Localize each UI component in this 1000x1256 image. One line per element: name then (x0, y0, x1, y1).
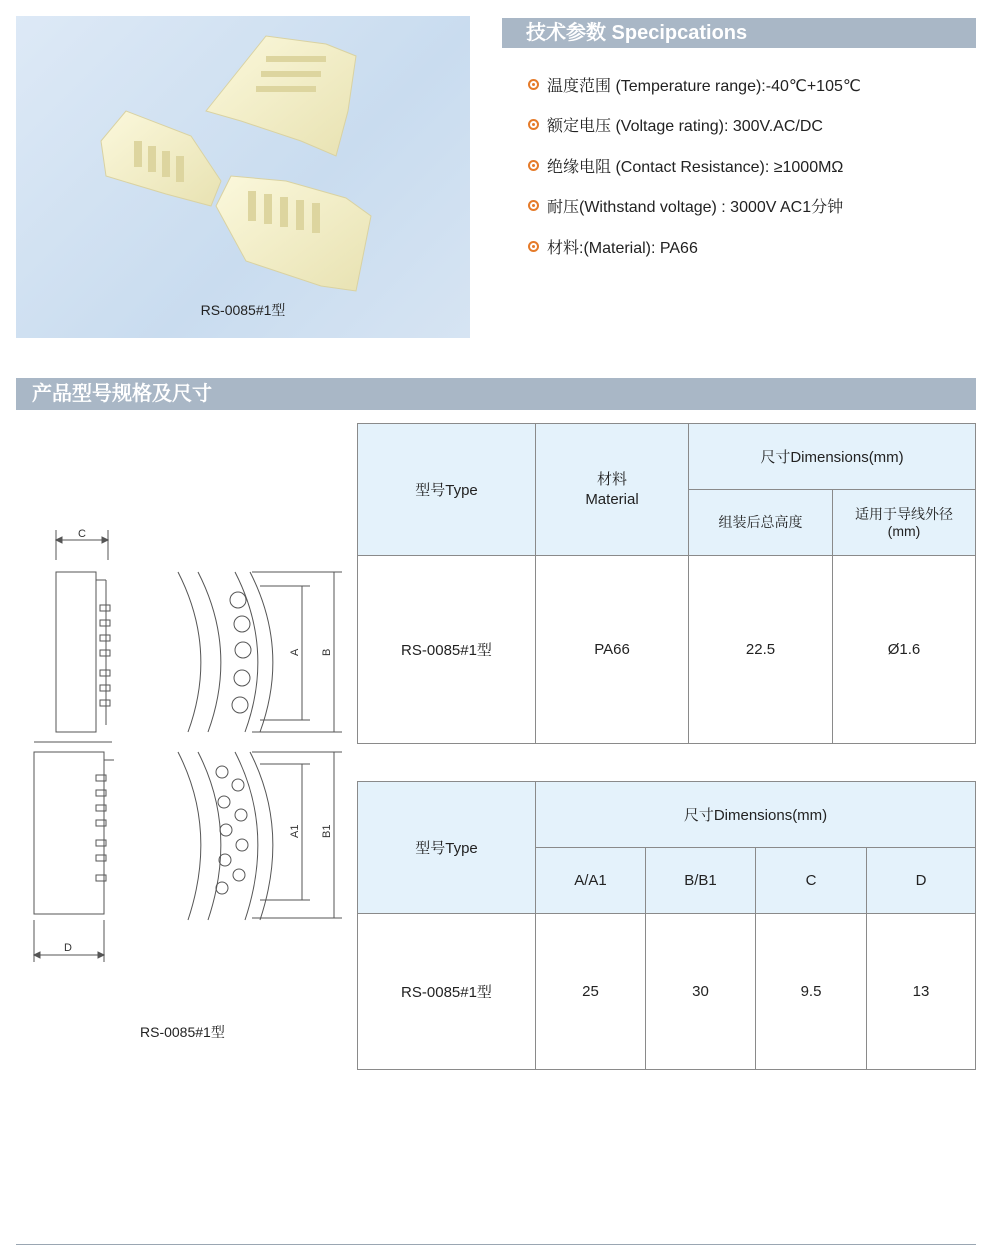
spec-text: 材料:(Material): PA66 (547, 239, 698, 257)
drawing-caption: RS-0085#1型 (140, 1024, 225, 1040)
dim-label-b: B (321, 648, 333, 656)
connector-photo-illustration (16, 16, 470, 338)
cell-a-a1: 25 (536, 914, 646, 1070)
product-photo (16, 16, 470, 338)
spec-item (528, 186, 968, 227)
header-d: D (867, 848, 976, 914)
dim-label-d: D (64, 942, 72, 954)
spec-item (528, 226, 968, 267)
specifications-header: 技术参数 Specipcations (502, 18, 976, 48)
cell-b-b1: 30 (646, 914, 756, 1070)
photo-caption: RS-0085#1型 (200, 302, 286, 318)
bullet-icon (528, 241, 539, 252)
spec-text: 温度范围 (Temperature range):-40℃+105℃ (547, 77, 861, 95)
header-type: 型号Type (358, 782, 536, 914)
bullet-icon (528, 79, 539, 90)
cell-d: 13 (867, 914, 976, 1070)
header-dimensions: 尺寸Dimensions(mm) (536, 782, 976, 848)
cell-height: 22.5 (689, 556, 833, 744)
cell-wire: Ø1.6 (833, 556, 976, 744)
product-model-header: 产品型号规格及尺寸 (16, 378, 976, 410)
cell-c: 9.5 (756, 914, 867, 1070)
dimensions-table (357, 781, 976, 1070)
specifications-list (528, 64, 968, 267)
header-c: C (756, 848, 867, 914)
spec-text: 绝缘电阻 (Contact Resistance): ≥1000MΩ (547, 158, 844, 176)
table-row (358, 914, 976, 1070)
header-type: 型号Type (358, 424, 536, 556)
bullet-icon (528, 160, 539, 171)
cell-type: RS-0085#1型 (358, 556, 536, 744)
header-assembled-height: 组装后总高度 (689, 490, 833, 556)
bullet-icon (528, 119, 539, 130)
dim-label-b1: B1 (321, 824, 333, 838)
header-wire-diameter: 适用于导线外径 (mm) (833, 490, 976, 556)
bullet-icon (528, 200, 539, 211)
spec-text: 额定电压 (Voltage rating): 300V.AC/DC (547, 118, 823, 136)
dim-label-a: A (289, 648, 301, 656)
spec-item (528, 145, 968, 186)
header-dimensions: 尺寸Dimensions(mm) (689, 424, 976, 490)
cell-material: PA66 (536, 556, 689, 744)
dim-label-c: C (78, 528, 86, 540)
technical-drawing (20, 520, 350, 980)
spec-item (528, 64, 968, 105)
spec-text: 耐压(Withstand voltage) : 3000V AC1分钟 (547, 199, 844, 217)
cell-type: RS-0085#1型 (358, 914, 536, 1070)
header-material: 材料 Material (536, 424, 689, 556)
bottom-divider (16, 1244, 976, 1245)
header-b-b1: B/B1 (646, 848, 756, 914)
specification-table (357, 423, 976, 744)
table-row (358, 556, 976, 744)
dim-label-a1: A1 (289, 824, 301, 838)
header-a-a1: A/A1 (536, 848, 646, 914)
spec-item (528, 105, 968, 146)
